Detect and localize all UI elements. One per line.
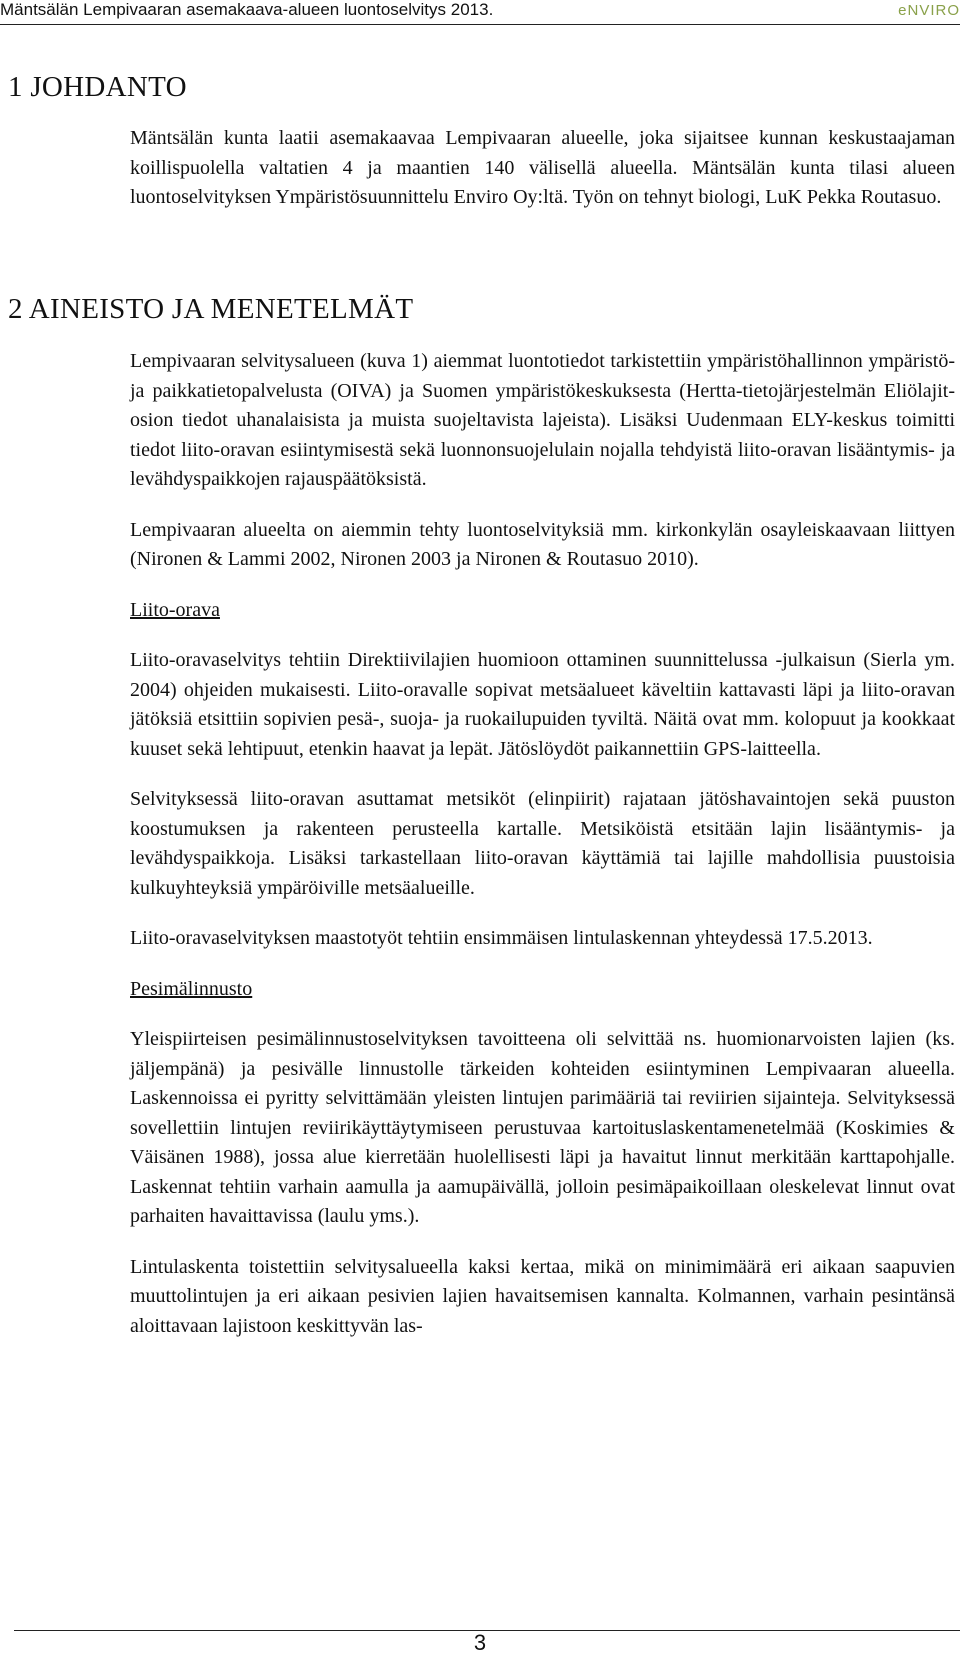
page-number: 3	[473, 1630, 487, 1655]
paragraph: Liito-oravaselvitys tehtiin Direktiivilajien huomioon ottaminen suunnittelussa -julkaisun (Sierla ym. 2004) ohjeiden mukaisesti. Liito-oravalle sopivat metsäalueet käveltiin kattavasti läpi ja liito-oravan jätöksiä etsittiin sopivien pesä-, suoja- ja ruokailupuiden tyviltä. Näitä ovat mm. kolopuut ja kookkaat kuuset sekä lehtipuut, etenkin haavat ja lepät. Jätöslöydöt paikannettiin GPS-laitteella.	[130, 649, 955, 760]
paragraph: Lintulaskenta toistettiin selvitysalueella kaksi kertaa, mikä on minimimäärä eri aikaan saapuvien muuttolintujen ja eri aikaan pesivien lajien havaitsemisen kannalta. Kolmannen, varhain pesintänsä aloittavaan lajistoon keskittyvän las-	[130, 1255, 955, 1337]
paragraph: Selvityksessä liito-oravan asuttamat metsiköt (elinpiirit) rajataan jätöshavaintojen sekä puuston koostumuksen ja rakenteen perusteella kartalle. Metsiköistä etsitään lajin lisääntymis- ja levähdyspaikkoja. Lisäksi tarkastellaan liito-oravan käyttämiä tai lajille mahdollisia puustoisia kulkuyhteyksiä ympäröiville metsäalueille.	[130, 788, 955, 899]
section-heading-aineisto: 2 AINEISTO JA MENETELMÄT	[8, 293, 414, 325]
paragraph: Mäntsälän kunta laatii asemakaavaa Lempivaaran alueelle, joka sijaitsee kunnan keskustaajaman koillispuolella valtatien 4 ja maantien 140 välisellä alueella. Mäntsälän kunta tilasi alueen luontoselvityksen Ympäristösuunnittelu Enviro Oy:ltä. Työn on tehnyt biologi, LuK Pekka Routasuo.	[130, 127, 955, 208]
section-body-aineisto	[130, 347, 955, 1341]
paragraph: Yleispiirteisen pesimälinnustoselvityksen tavoitteena oli selvittää ns. huomionarvoisten lajien (ks. jäljempänä) ja pesivälle linnustolle tärkeiden kohteiden esiintyminen Lempivaaran alueella. Laskennoissa ei pyritty selvittämään yleisten lintujen parimääriä tai reviirien sijainteja. Selvityksessä sovellettiin lintujen reviirikäyttäytymiseen perustuvaa kartoituslaskentamenetelmää (Koskimies & Väisänen 1988), jossa alue kierretään huolellisesti läpi ja havaitut linnut merkitään karttapohjalle. Laskennat tehtiin varhain aamulla ja aamupäivällä, jolloin pesimäpaikoillaan oleskelevat linnut ovat parhaiten havaittavissa (laulu yms.).	[130, 1028, 955, 1227]
section-heading-johdanto: 1 JOHDANTO	[8, 71, 187, 103]
section-body-johdanto	[130, 124, 955, 213]
paragraph: Lempivaaran alueelta on aiemmin tehty luontoselvityksiä mm. kirkonkylän osayleiskaavaan liittyen (Nironen & Lammi 2002, Nironen 2003 ja Nironen & Routasuo 2010).	[130, 518, 955, 570]
subheading-liito-orava: Liito-orava	[130, 598, 220, 621]
paragraph: Liito-oravaselvityksen maastotyöt tehtiin ensimmäisen lintulaskennan yhteydessä 17.5.2013.	[130, 927, 873, 949]
paragraph: Lempivaaran selvitysalueen (kuva 1) aiemmat luontotiedot tarkistettiin ympäristöhallinnon ympäristö- ja paikkatietopalvelusta (OIVA) ja Suomen ympäristökeskuksesta (Hertta-tietojärjestelmän Eliölajit-osion tiedot uhanalaisista ja muista suojeltavista lajeista). Lisäksi Uudenmaan ELY-keskus toimitti tiedot liito-oravan esiintymisestä sekä luonnonsuojelulain nojalla tehdyistä liito-oravan lisääntymis- ja levähdyspaikkojen rajauspäätöksistä.	[130, 350, 955, 490]
subheading-pesimalinnusto: Pesimälinnusto	[130, 977, 253, 1000]
page-header	[0, 0, 960, 25]
enviro-logo: eNVIRO	[898, 2, 960, 19]
header-title: Mäntsälän Lempivaaran asemakaava-alueen luontoselvitys 2013.	[0, 0, 494, 19]
